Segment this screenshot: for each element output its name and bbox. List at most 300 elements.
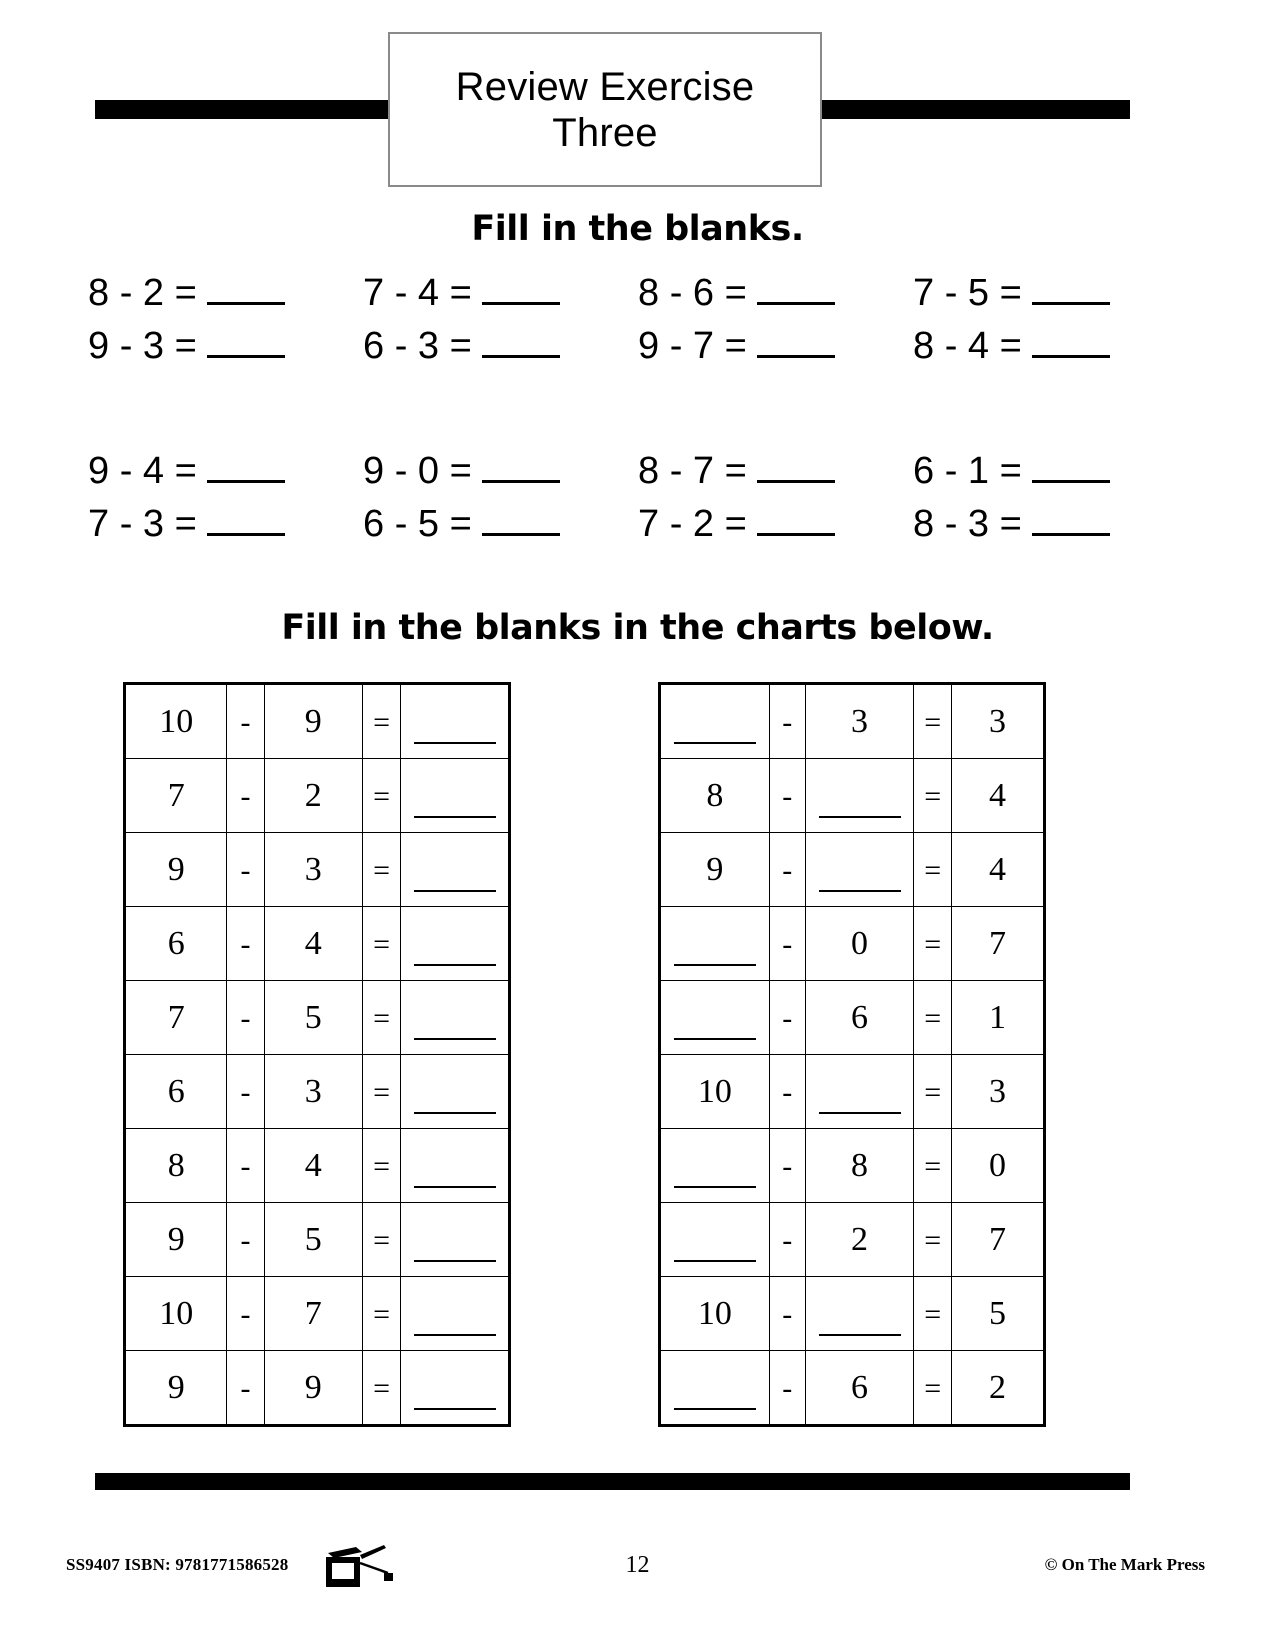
operator-cell-value: - [240,705,251,739]
equals-cell [914,1203,951,1277]
operator-cell [227,1277,264,1351]
operator-cell [769,833,805,907]
answer-blank[interactable] [757,454,835,483]
subtrahend-cell [264,1203,362,1277]
chart-row [126,1277,509,1351]
equation-column [363,450,638,546]
answer-blank[interactable] [401,1129,508,1202]
operator-cell-value: - [782,1223,793,1257]
page-header [0,0,1275,200]
blank-line [819,1111,901,1114]
result-cell[interactable] [401,1129,509,1203]
page-footer [0,1552,1275,1615]
answer-blank[interactable] [401,1277,508,1350]
result-cell[interactable] [401,1055,509,1129]
equation-text: 6 - 1 = [913,450,1022,492]
minuend-cell[interactable] [661,981,770,1055]
chart-row [661,1055,1044,1129]
blank-line [819,815,901,818]
answer-blank[interactable] [661,1351,769,1424]
answer-blank[interactable] [207,276,285,305]
minuend-cell-value: 7 [167,776,185,814]
equation-text: 6 - 3 = [363,325,472,367]
blank-line [674,1185,756,1188]
equation-column [88,450,363,546]
equals-cell-value: = [924,1001,942,1035]
equals-cell [914,1129,951,1203]
equation-text: 7 - 4 = [363,272,472,314]
equals-cell-value: = [373,1075,391,1109]
answer-blank[interactable] [661,1203,769,1276]
operator-cell [769,1129,805,1203]
answer-blank[interactable] [661,907,769,980]
answer-blank[interactable] [806,1055,914,1128]
equation-block-two [88,450,1188,546]
subtrahend-cell [264,981,362,1055]
answer-blank[interactable] [757,507,835,536]
subtrahend-cell [805,907,914,981]
chart-row [661,1351,1044,1425]
result-cell-value: 5 [988,1294,1006,1332]
minuend-cell [126,1351,227,1425]
operator-cell [227,1055,264,1129]
result-cell [951,1129,1043,1203]
answer-blank[interactable] [757,329,835,358]
subtrahend-cell [264,685,362,759]
equals-cell [362,1277,400,1351]
equals-cell-value: = [373,1001,391,1035]
minuend-cell-value: 10 [159,1294,194,1332]
page-number: 12 [625,1552,650,1578]
result-cell[interactable] [401,685,509,759]
minuend-cell[interactable] [661,1129,770,1203]
subtrahend-cell [805,981,914,1055]
equation-item [638,450,913,493]
equation-item [638,325,913,368]
chart-row [126,1129,509,1203]
equation-column [638,272,913,368]
equals-cell [362,759,400,833]
blank-line [819,889,901,892]
operator-cell-value: - [782,1371,793,1405]
equation-text: 7 - 3 = [88,503,197,545]
result-cell[interactable] [401,759,509,833]
result-cell [951,1351,1043,1425]
operator-cell-value: - [782,1001,793,1035]
chart-right-table [660,684,1044,1425]
answer-blank[interactable] [661,1129,769,1202]
result-cell [951,1055,1043,1129]
operator-cell [227,907,264,981]
equals-cell [362,685,400,759]
equals-cell [914,1277,951,1351]
minuend-cell-value: 8 [167,1146,185,1184]
equals-cell-value: = [924,1223,942,1257]
equation-text: 8 - 3 = [913,503,1022,545]
minuend-cell [126,1055,227,1129]
equation-column [913,450,1188,546]
chart-right [658,682,1046,1427]
minuend-cell [126,759,227,833]
minuend-cell[interactable] [661,1351,770,1425]
blank-line [414,741,496,744]
chart-left-table [125,684,509,1425]
minuend-cell[interactable] [661,1203,770,1277]
result-cell-value: 0 [988,1146,1006,1184]
equation-item [88,325,363,368]
subtrahend-cell[interactable] [805,1055,914,1129]
subtrahend-cell [805,685,914,759]
result-cell-value: 7 [988,1220,1006,1258]
equation-item [363,272,638,315]
answer-blank[interactable] [1032,276,1110,305]
answer-blank[interactable] [401,685,508,758]
header-rule-right [820,100,1130,119]
chart-row [661,1203,1044,1277]
footer-copyright: © On The Mark Press [1044,1555,1205,1574]
minuend-cell [126,981,227,1055]
subtrahend-cell-value: 7 [304,1294,322,1332]
operator-cell [227,685,264,759]
blank-line [674,963,756,966]
chart-left [123,682,511,1427]
minuend-cell-value: 9 [167,850,185,888]
equation-column [88,272,363,368]
blank-line [414,1111,496,1114]
operator-cell [227,981,264,1055]
equals-cell [914,907,951,981]
equals-cell-value: = [924,927,942,961]
result-cell[interactable] [401,833,509,907]
equals-cell-value: = [373,1149,391,1183]
subtrahend-cell-value: 3 [304,850,322,888]
equation-text: 8 - 7 = [638,450,747,492]
chart-row [126,1055,509,1129]
equation-item [638,272,913,315]
result-cell [951,981,1043,1055]
operator-cell-value: - [782,1297,793,1331]
equals-cell-value: = [373,779,391,813]
blank-line [414,889,496,892]
minuend-cell [126,907,227,981]
answer-blank[interactable] [401,1055,508,1128]
operator-cell-value: - [782,927,793,961]
result-cell[interactable] [401,1351,509,1425]
answer-blank[interactable] [401,981,508,1054]
answer-blank[interactable] [1032,507,1110,536]
chart-row [126,1351,509,1425]
operator-cell-value: - [240,853,251,887]
result-cell-value: 3 [988,1072,1006,1110]
minuend-cell-value: 8 [706,776,724,814]
answer-blank[interactable] [806,1277,914,1350]
answer-blank[interactable] [401,907,508,980]
answer-blank[interactable] [482,329,560,358]
minuend-cell-value: 6 [167,924,185,962]
answer-blank[interactable] [207,454,285,483]
subtrahend-cell-value: 2 [851,1220,869,1258]
result-cell[interactable] [401,1277,509,1351]
blank-line [674,741,756,744]
equals-cell [362,981,400,1055]
operator-cell-value: - [240,1149,251,1183]
chart-row [661,833,1044,907]
chart-row [126,1203,509,1277]
blank-line [414,1259,496,1262]
equals-cell [362,907,400,981]
subtrahend-cell-value: 2 [304,776,322,814]
operator-cell [227,1129,264,1203]
subtrahend-cell-value: 5 [304,1220,322,1258]
chart-row [126,907,509,981]
equation-item [913,450,1188,493]
subtrahend-cell-value: 9 [304,1368,322,1406]
equation-text: 9 - 0 = [363,450,472,492]
equation-text: 8 - 2 = [88,272,197,314]
chart-row [661,1277,1044,1351]
equals-cell-value: = [924,1075,942,1109]
subtrahend-cell-value: 0 [851,924,869,962]
equation-item [88,450,363,493]
operator-cell-value: - [240,779,251,813]
result-cell [951,907,1043,981]
subtrahend-cell [805,1129,914,1203]
chart-row [661,759,1044,833]
minuend-cell [126,1203,227,1277]
minuend-cell [661,833,770,907]
operator-cell [227,833,264,907]
answer-blank[interactable] [207,329,285,358]
equals-cell [914,981,951,1055]
instruction-fill-blanks: Fill in the blanks. [471,209,804,249]
result-cell [951,1277,1043,1351]
operator-cell-value: - [240,1223,251,1257]
equation-text: 7 - 2 = [638,503,747,545]
chart-row [126,833,509,907]
equation-item [363,450,638,493]
equation-text: 9 - 7 = [638,325,747,367]
subtrahend-cell-value: 3 [851,702,869,740]
equation-block-one [88,272,1188,368]
subtrahend-cell-value: 6 [851,998,869,1036]
subtrahend-cell-value: 9 [304,702,322,740]
operator-cell [769,1203,805,1277]
operator-cell [769,759,805,833]
answer-blank[interactable] [482,276,560,305]
equals-cell [914,833,951,907]
result-cell [951,833,1043,907]
operator-cell-value: - [240,927,251,961]
subtrahend-cell-value: 3 [304,1072,322,1110]
operator-cell-value: - [782,853,793,887]
minuend-cell [126,1277,227,1351]
equals-cell-value: = [373,1371,391,1405]
minuend-cell [126,833,227,907]
answer-blank[interactable] [401,1351,508,1424]
equals-cell-value: = [373,705,391,739]
equals-cell [362,1055,400,1129]
footer-isbn: SS9407 ISBN: 9781771586528 [66,1555,289,1574]
operator-cell [769,1351,805,1425]
equals-cell [914,1055,951,1129]
operator-cell-value: - [782,1149,793,1183]
subtrahend-cell[interactable] [805,1277,914,1351]
subtrahend-cell [264,1055,362,1129]
answer-blank[interactable] [207,507,285,536]
equals-cell-value: = [924,1371,942,1405]
equation-item [88,503,363,546]
equation-text: 7 - 5 = [913,272,1022,314]
equals-cell-value: = [373,927,391,961]
operator-cell-value: - [240,1001,251,1035]
blank-line [414,963,496,966]
minuend-cell[interactable] [661,685,770,759]
minuend-cell-value: 10 [697,1294,732,1332]
subtrahend-cell [264,759,362,833]
answer-blank[interactable] [757,276,835,305]
answer-blank[interactable] [401,759,508,832]
equals-cell [362,833,400,907]
subtrahend-cell [264,1277,362,1351]
equation-text: 9 - 3 = [88,325,197,367]
result-cell[interactable] [401,1203,509,1277]
minuend-cell-value: 9 [167,1368,185,1406]
result-cell[interactable] [401,907,509,981]
equals-cell [914,685,951,759]
blank-line [819,1333,901,1336]
equals-cell [362,1351,400,1425]
chart-row [126,685,509,759]
equation-column [363,272,638,368]
equals-cell-value: = [924,779,942,813]
equation-item [913,503,1188,546]
operator-cell [769,981,805,1055]
minuend-cell[interactable] [661,907,770,981]
equals-cell [362,1203,400,1277]
chart-row [126,759,509,833]
result-cell-value: 4 [988,776,1006,814]
equation-column [638,450,913,546]
operator-cell [227,759,264,833]
answer-blank[interactable] [401,833,508,906]
operator-cell [769,1055,805,1129]
result-cell[interactable] [401,981,509,1055]
operator-cell [227,1351,264,1425]
operator-cell-value: - [782,1075,793,1109]
minuend-cell-value: 9 [167,1220,185,1258]
answer-blank[interactable] [661,981,769,1054]
instruction-fill-charts: Fill in the blanks in the charts below. [281,608,994,648]
equals-cell [914,759,951,833]
equation-item [88,272,363,315]
blank-line [414,1407,496,1410]
minuend-cell [661,759,770,833]
equation-text: 8 - 4 = [913,325,1022,367]
answer-blank[interactable] [661,685,769,758]
equation-text: 8 - 6 = [638,272,747,314]
equals-cell-value: = [924,853,942,887]
chart-row [661,907,1044,981]
operator-cell-value: - [240,1297,251,1331]
equation-item [363,325,638,368]
operator-cell [769,1277,805,1351]
equation-item [913,325,1188,368]
equals-cell-value: = [924,705,942,739]
subtrahend-cell [805,1203,914,1277]
subtrahend-cell [264,907,362,981]
answer-blank[interactable] [1032,329,1110,358]
title-line-1: Review Exercise [455,64,755,109]
operator-cell [769,685,805,759]
subtrahend-cell [264,1351,362,1425]
chart-row [126,981,509,1055]
blank-line [674,1037,756,1040]
minuend-cell-value: 10 [697,1072,732,1110]
chart-row [661,1129,1044,1203]
minuend-cell [661,1055,770,1129]
result-cell-value: 3 [988,702,1006,740]
equation-item [363,503,638,546]
result-cell [951,1203,1043,1277]
subtrahend-cell[interactable] [805,759,914,833]
operator-cell-value: - [782,705,793,739]
subtrahend-cell-value: 4 [304,924,322,962]
answer-blank[interactable] [401,1203,508,1276]
minuend-cell [661,1277,770,1351]
answer-blank[interactable] [806,759,914,832]
blank-line [414,1333,496,1336]
footer-rule [95,1473,1130,1490]
minuend-cell-value: 7 [167,998,185,1036]
equals-cell [362,1129,400,1203]
answer-blank[interactable] [806,833,914,906]
answer-blank[interactable] [482,454,560,483]
blank-line [674,1259,756,1262]
blank-line [414,1185,496,1188]
result-cell-value: 1 [988,998,1006,1036]
subtrahend-cell [805,1351,914,1425]
subtrahend-cell[interactable] [805,833,914,907]
result-cell-value: 2 [988,1368,1006,1406]
equals-cell-value: = [924,1149,942,1183]
blank-line [674,1407,756,1410]
minuend-cell-value: 9 [706,850,724,888]
result-cell [951,759,1043,833]
operator-cell [227,1203,264,1277]
subtrahend-cell-value: 8 [851,1146,869,1184]
blank-line [414,1037,496,1040]
equals-cell-value: = [924,1297,942,1331]
answer-blank[interactable] [482,507,560,536]
equation-text: 9 - 4 = [88,450,197,492]
minuend-cell-value: 10 [159,702,194,740]
header-rule-left [95,100,395,119]
minuend-cell [126,685,227,759]
result-cell [951,685,1043,759]
operator-cell [769,907,805,981]
equals-cell-value: = [373,853,391,887]
equals-cell [914,1351,951,1425]
blank-line [414,815,496,818]
subtrahend-cell-value: 5 [304,998,322,1036]
equation-item [913,272,1188,315]
operator-cell-value: - [240,1075,251,1109]
equation-item [638,503,913,546]
subtrahend-cell [264,1129,362,1203]
answer-blank[interactable] [1032,454,1110,483]
result-cell-value: 4 [988,850,1006,888]
equals-cell-value: = [373,1297,391,1331]
